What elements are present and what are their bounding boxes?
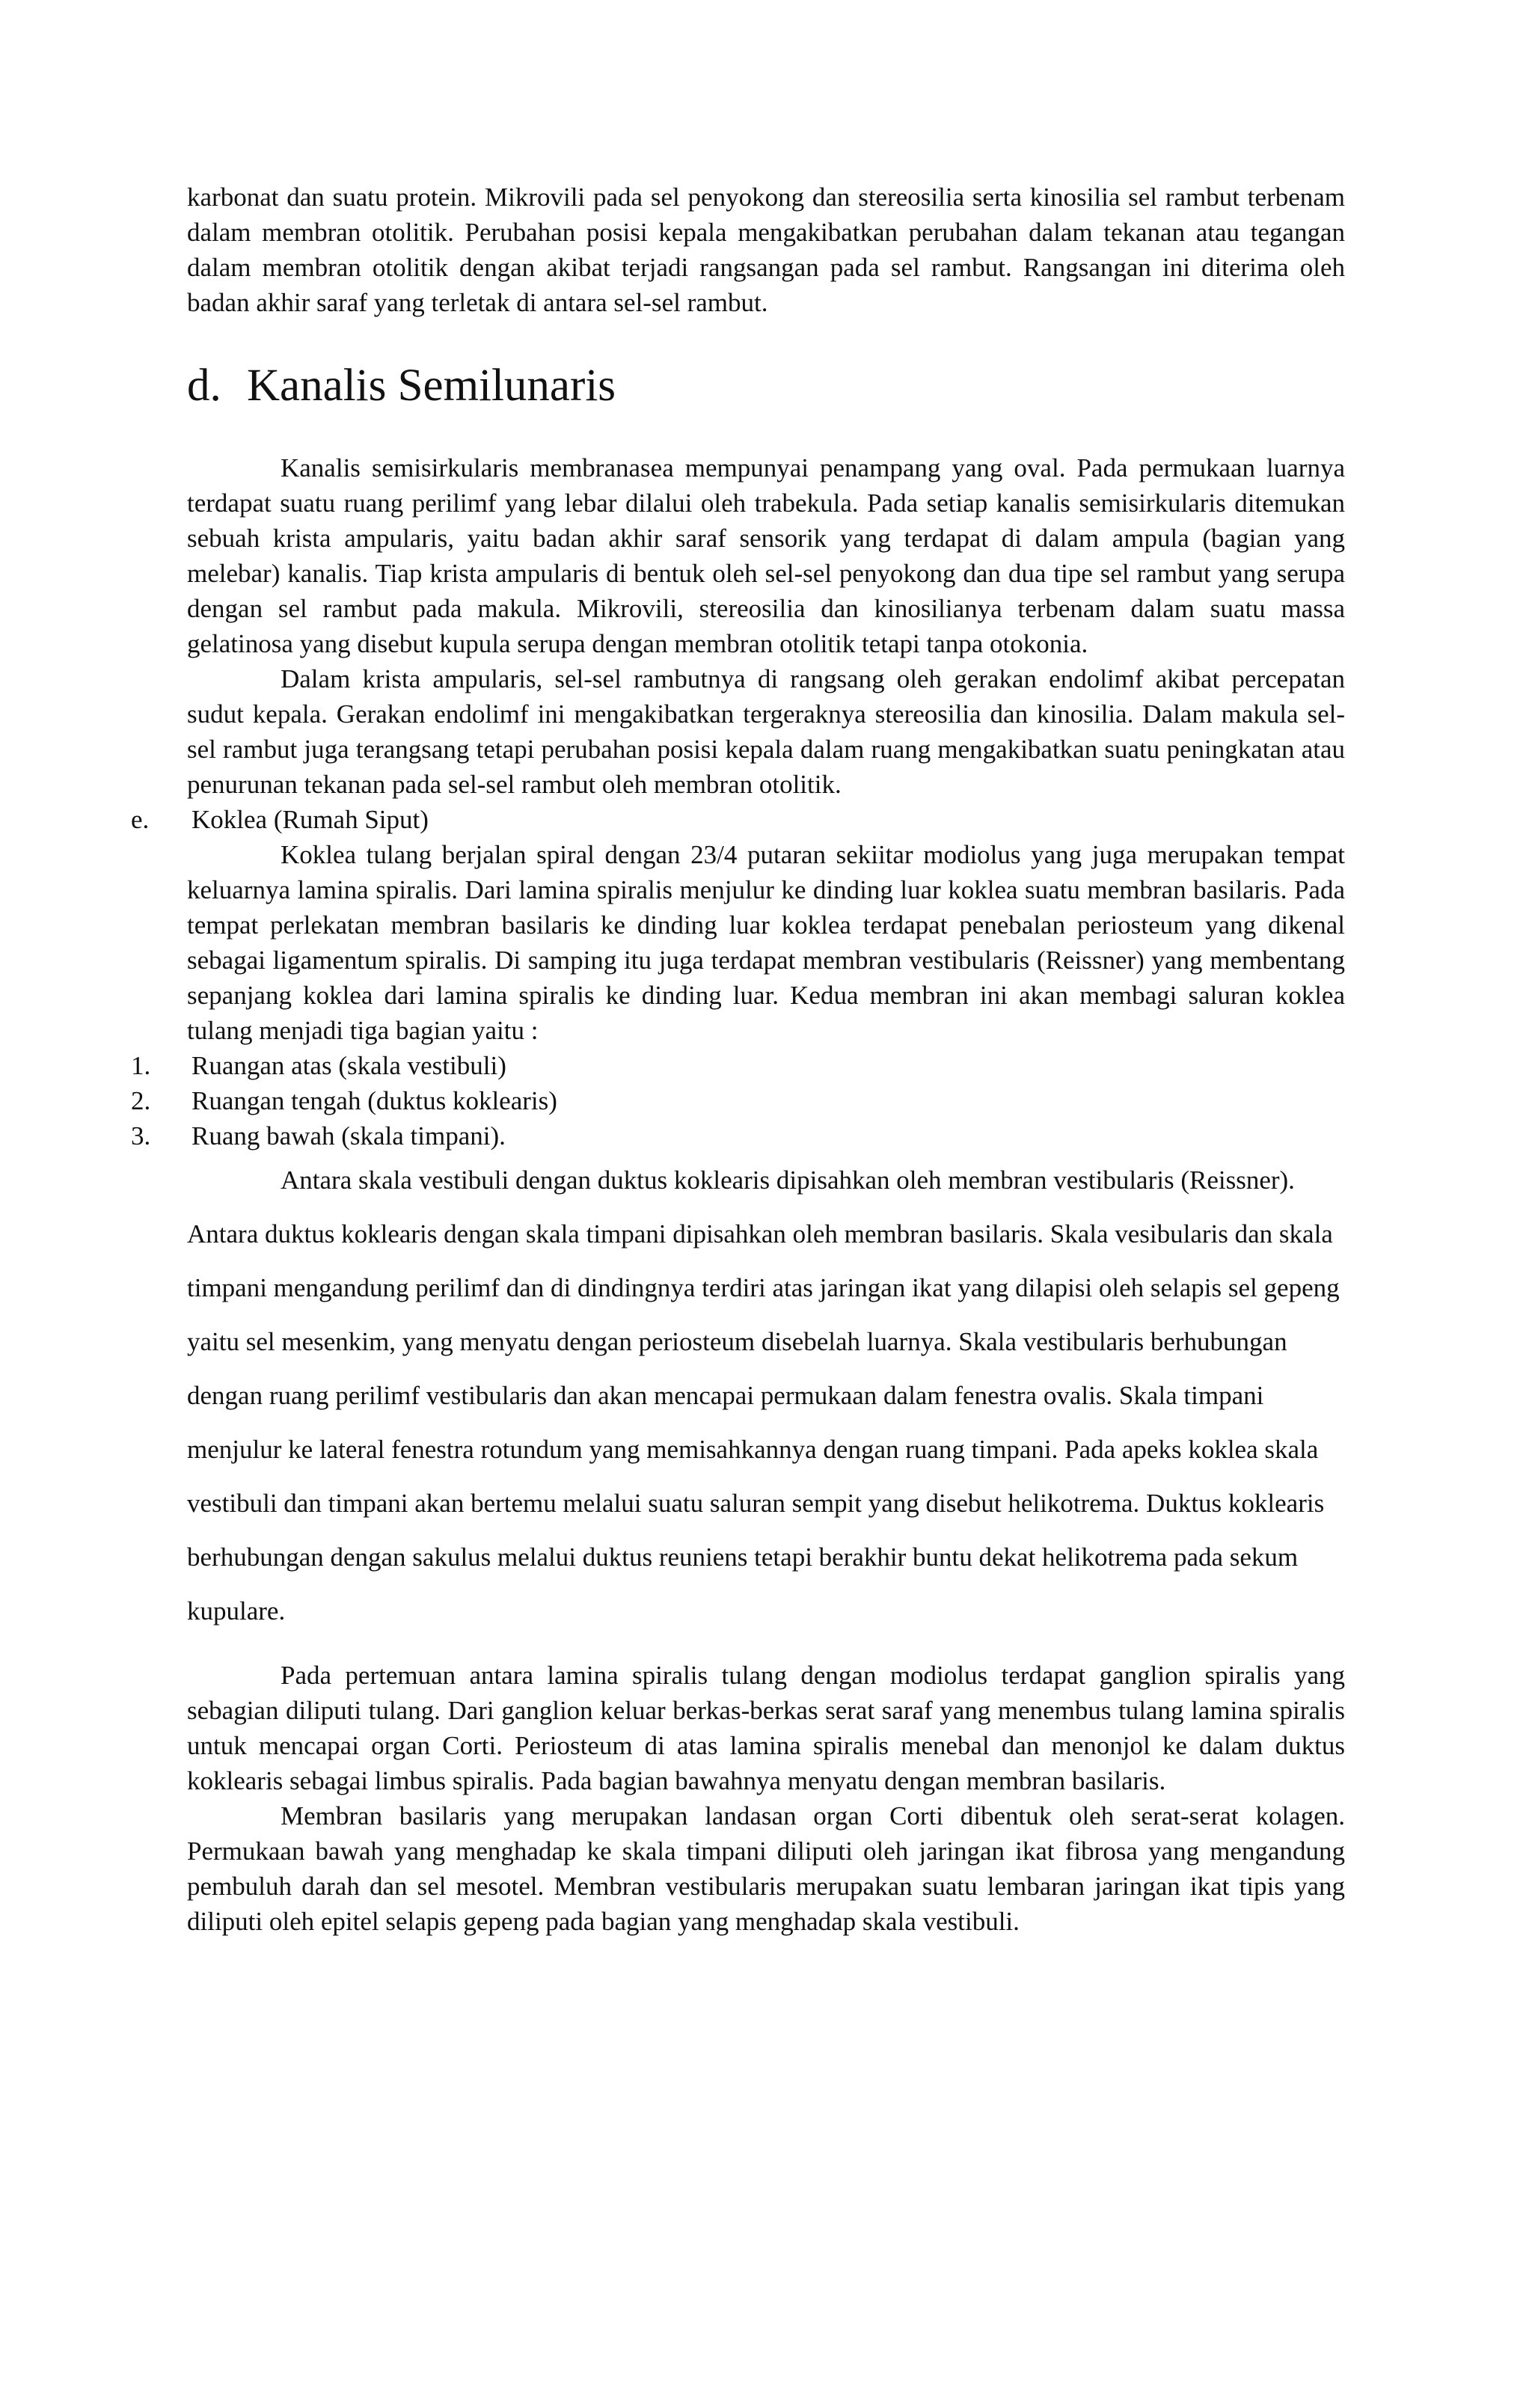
paragraph-koklea-1: Koklea tulang berjalan spiral dengan 23/4 putaran sekiitar modiolus yang juga merupakan tempat keluarnya lamina spiralis. Dari lamina spiralis menjulur ke dinding luar koklea suatu membran basilaris. Pada tempat perlekatan membran basilaris ke dinding luar koklea terdapat penebalan periosteum yang dikenal sebagai ligamentum spiralis. Di samping itu juga terdapat membran vestibularis (Reissner) yang membentang sepanjang koklea dari lamina spiralis ke dinding luar. Kedua membran ini akan membagi saluran koklea tulang menjadi tiga bagian yaitu : [187,840,1345,1045]
list-marker: 2. [131,1086,151,1115]
section-heading-kanalis [187,358,1345,414]
subsection-marker: e. [131,805,150,834]
paragraph-kanalis-2: Dalam krista ampularis, sel-sel rambutnya di rangsang oleh gerakan endolimf akibat percepatan sudut kepala. Gerakan endolimf ini mengakibatkan tergeraknya stereosilia dan kinosilia. Dalam makula sel-sel rambut juga terangsang tetapi perubahan posisi kepala dalam ruang mengakibatkan suatu peningkatan atau penurunan tekanan pada sel-sel rambut oleh membran otolitik. [187,664,1345,799]
paragraph-kanalis-1: Kanalis semisirkularis membranasea mempunyai penampang yang oval. Pada permukaan luarnya terdapat suatu ruang perilimf yang lebar dilalui oleh trabekula. Pada setiap kanalis semisirkularis ditemukan sebuah krista ampularis, yaitu badan akhir saraf sensorik yang terdapat di dalam ampula (bagian yang melebar) kanalis. Tiap krista ampularis di bentuk oleh sel-sel penyokong dan dua tipe sel rambut yang serupa dengan sel rambut pada makula. Mikrovili, stereosilia dan kinosilianya terbenam dalam suatu massa gelatinosa yang disebut kupula serupa dengan membran otolitik tetapi tanpa otokonia. [187,453,1345,658]
paragraph-otolitik: karbonat dan suatu protein. Mikrovili pada sel penyokong dan stereosilia serta kinosilia sel rambut terbenam dalam membran otolitik. Perubahan posisi kepala mengakibatkan perubahan dalam tekanan atau tegangan dalam membran otolitik dengan akibat terjadi rangsangan pada sel rambut. Rangsangan ini diterima oleh badan akhir saraf yang terletak di antara sel-sel rambut. [187,183,1345,317]
subsection-heading-koklea [131,802,1345,837]
list-item [131,1048,1345,1083]
subsection-title: Koklea (Rumah Siput) [192,805,429,834]
list-marker: 3. [131,1121,151,1151]
list-text: Ruang bawah (skala timpani). [192,1121,506,1151]
paragraph-koklea-2: Antara skala vestibuli dengan duktus koklearis dipisahkan oleh membran vestibularis (Reissner). Antara duktus koklearis dengan skala timpani dipisahkan oleh membran basilaris. Skala vesibularis dan skala timpani mengandung perilimf dan di dindingnya terdiri atas jaringan ikat yang dilapisi oleh selapis sel gepeng yaitu sel mesenkim, yang menyatu dengan periosteum disebelah luarnya. Skala vestibularis berhubungan dengan ruang perilimf vestibularis dan akan mencapai permukaan dalam fenestra ovalis. Skala timpani menjulur ke lateral fenestra rotundum yang memisahkannya dengan ruang timpani. Pada apeks koklea skala vestibuli dan timpani akan bertemu melalui suatu saluran sempit yang disebut helikotrema. Duktus koklearis berhubungan dengan sakulus melalui duktus reuniens tetapi berakhir buntu dekat helikotrema pada sekum kupulare. [187,1165,1340,1626]
list-item [131,1118,1345,1154]
section-title: Kanalis Semilunaris [247,361,616,411]
paragraph-koklea-4: Membran basilaris yang merupakan landasan organ Corti dibentuk oleh serat-serat kolagen. Permukaan bawah yang menghadap ke skala timpani diliputi oleh jaringan ikat fibrosa yang mengandung pembuluh darah dan sel mesotel. Membran vestibularis merupakan suatu lembaran jaringan ikat tipis yang diliputi oleh epitel selapis gepeng pada bagian yang menghadap skala vestibuli. [187,1801,1345,1936]
list-text: Ruangan tengah (duktus koklearis) [192,1086,557,1115]
list-item [131,1083,1345,1118]
paragraph-koklea-3: Pada pertemuan antara lamina spiralis tulang dengan modiolus terdapat ganglion spiralis yang sebagian diliputi tulang. Dari ganglion keluar berkas-berkas serat saraf yang menembus tulang lamina spiralis untuk mencapai organ Corti. Periosteum di atas lamina spiralis menebal dan menonjol ke dalam duktus koklearis sebagai limbus spiralis. Pada bagian bawahnya menyatu dengan membran basilaris. [187,1661,1345,1795]
list-text: Ruangan atas (skala vestibuli) [192,1051,506,1080]
list-marker: 1. [131,1051,151,1080]
section-marker: d. [187,361,221,411]
